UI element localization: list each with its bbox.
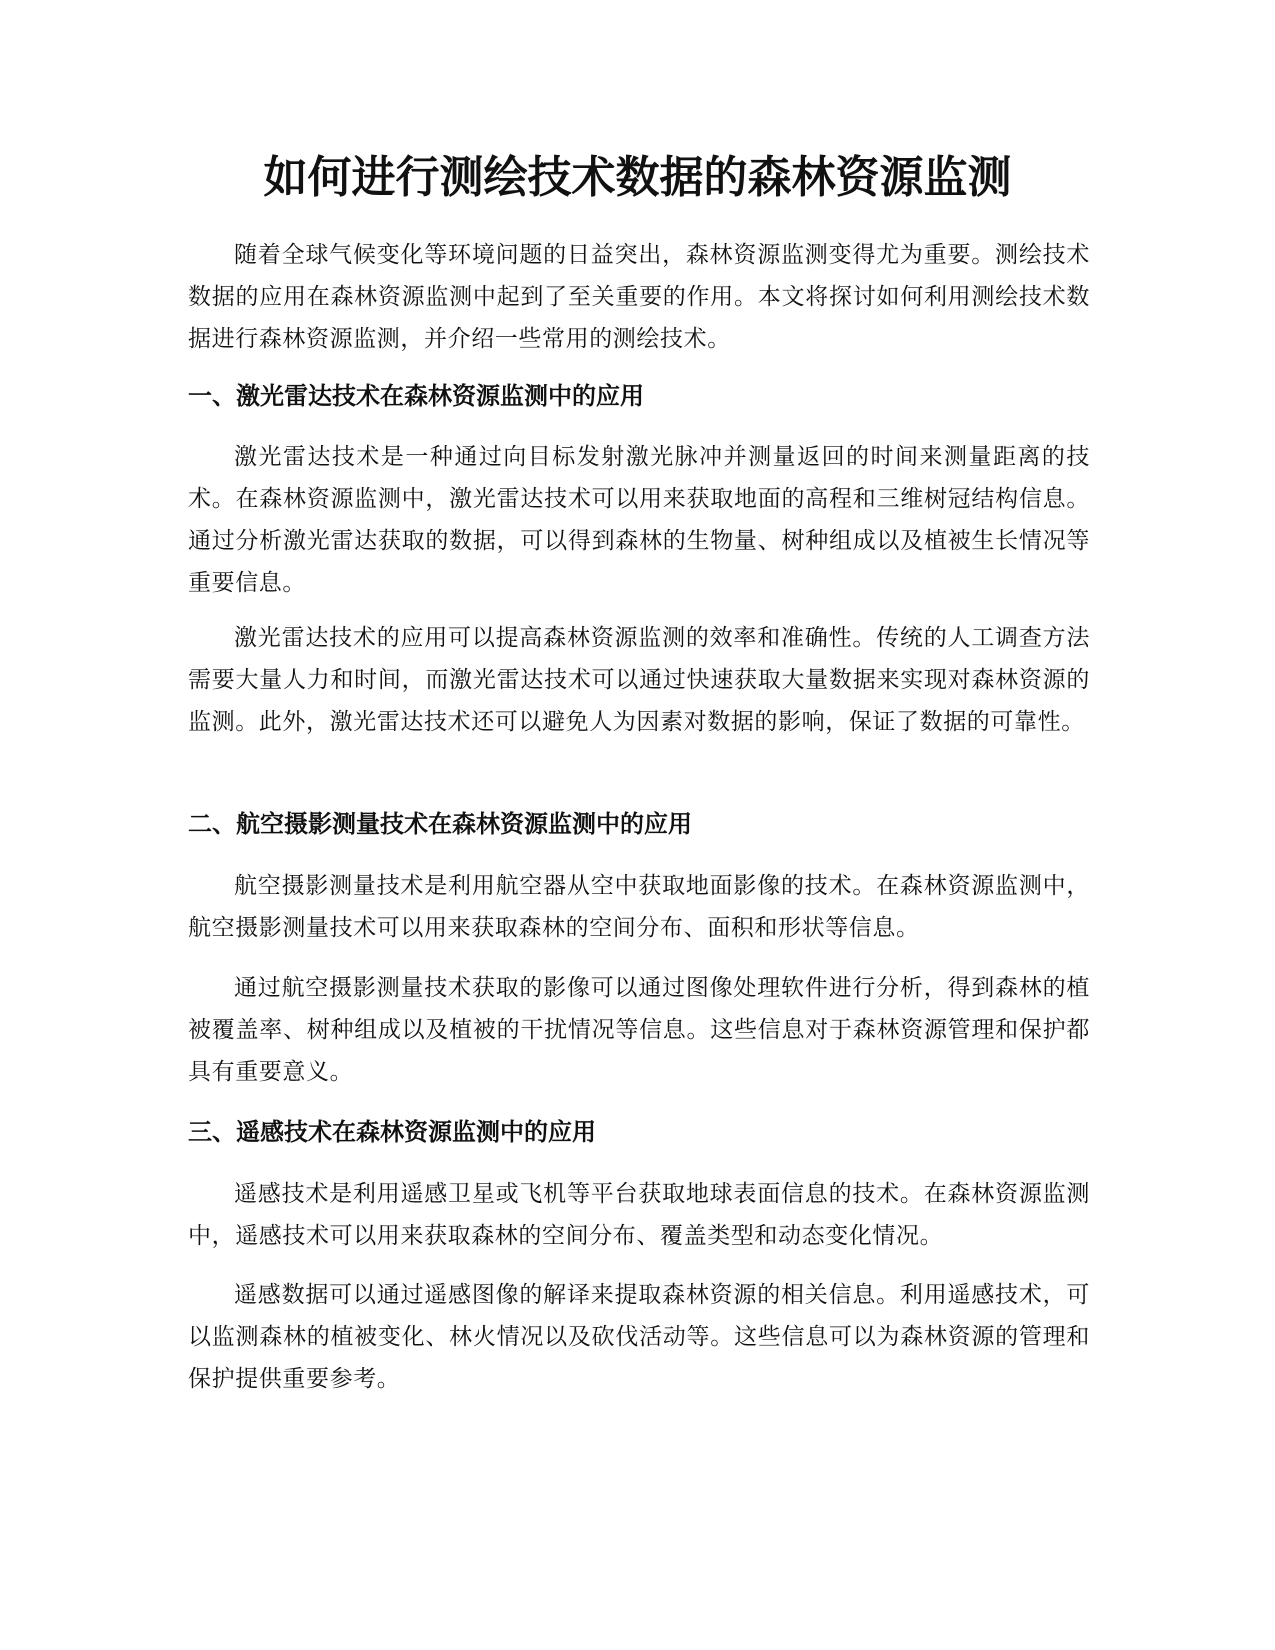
section-lidar-paragraph-2: 激光雷达技术的应用可以提高森林资源监测的效率和准确性。传统的人工调查方法需要大量人力和时间，而激光雷达技术可以通过快速获取大量数据来实现对森林资源的监测。此外，激光雷达技术还可以避免人为因素对数据的影响，保证了数据的可靠性。 — [188, 625, 1090, 735]
document-title: 如何进行测绘技术数据的森林资源监测 — [263, 152, 1012, 203]
section-aerial-paragraph-1: 航空摄影测量技术是利用航空器从空中获取地面影像的技术。在森林资源监测中，航空摄影测量技术可以用来获取森林的空间分布、面积和形状等信息。 — [188, 873, 1090, 941]
section-heading-aerial: 二、航空摄影测量技术在森林资源监测中的应用 — [188, 810, 692, 838]
section-heading-lidar: 一、激光雷达技术在森林资源监测中的应用 — [188, 382, 644, 410]
section-heading-remote-sensing: 三、遥感技术在森林资源监测中的应用 — [188, 1118, 596, 1146]
section-aerial-paragraph-2: 通过航空摄影测量技术获取的影像可以通过图像处理软件进行分析，得到森林的植被覆盖率、树种组成以及植被的干扰情况等信息。这些信息对于森林资源管理和保护都具有重要意义。 — [188, 975, 1090, 1085]
section-remote-sensing-paragraph-2: 遥感数据可以通过遥感图像的解译来提取森林资源的相关信息。利用遥感技术，可以监测森林的植被变化、林火情况以及砍伐活动等。这些信息可以为森林资源的管理和保护提供重要参考。 — [188, 1282, 1090, 1392]
section-remote-sensing-paragraph-1: 遥感技术是利用遥感卫星或飞机等平台获取地球表面信息的技术。在森林资源监测中，遥感技术可以用来获取森林的空间分布、覆盖类型和动态变化情况。 — [188, 1181, 1090, 1249]
intro-paragraph: 随着全球气候变化等环境问题的日益突出，森林资源监测变得尤为重要。测绘技术数据的应用在森林资源监测中起到了至关重要的作用。本文将探讨如何利用测绘技术数据进行森林资源监测，并介绍一些常用的测绘技术。 — [188, 242, 1090, 352]
section-lidar-paragraph-1: 激光雷达技术是一种通过向目标发射激光脉冲并测量返回的时间来测量距离的技术。在森林资源监测中，激光雷达技术可以用来获取地面的高程和三维树冠结构信息。通过分析激光雷达获取的数据，可以得到森林的生物量、树种组成以及植被生长情况等重要信息。 — [188, 444, 1090, 596]
